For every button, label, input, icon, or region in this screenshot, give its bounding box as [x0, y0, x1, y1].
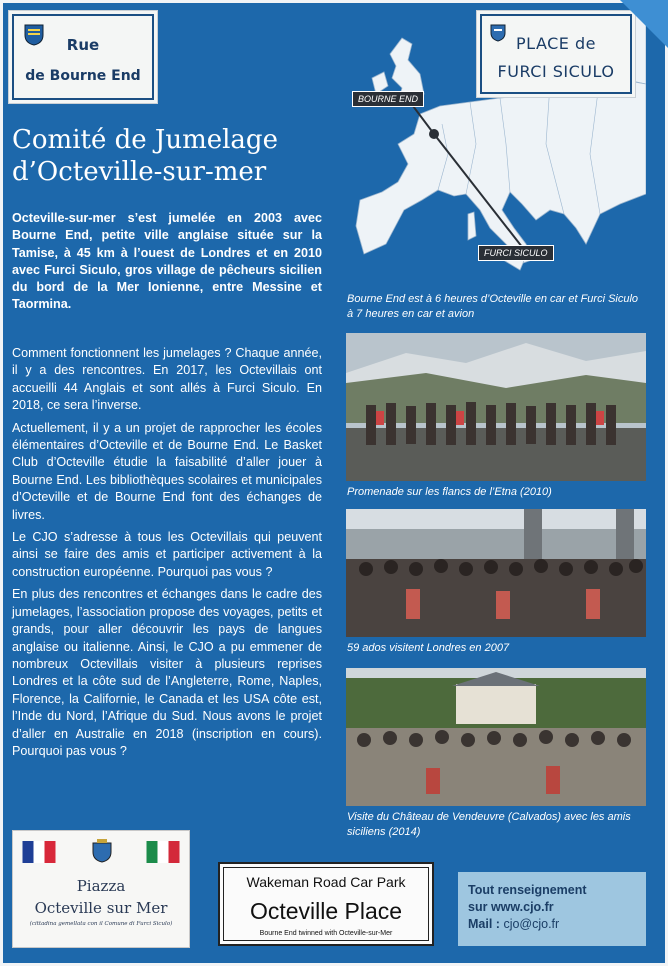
- piazza-sign: [12, 830, 190, 948]
- street-sign-furci-siculo: [480, 14, 632, 94]
- page-corner-fold: [620, 0, 668, 48]
- email-link[interactable]: cjo@cjo.fr: [503, 917, 560, 931]
- info-heading: Tout renseignement: [468, 883, 587, 897]
- french-flag-icon: [19, 841, 59, 863]
- piazza-line2: Octeville sur Mer: [34, 899, 168, 917]
- street-sign-line1: PLACE de: [516, 34, 596, 53]
- body-paragraph: En plus des rencontres et échanges dans le cadre des jumelages, l’association propose des voyages, petits et grands, pour aller découvrir les pays de langues anglaise ou italienne. Ainsi, le CJO a pu emmener de nombreux Octevillais visiter à plusieurs reprises Londres et la côte sud de l’Angleterre, Rome, Naples, Florence, la Californie, le Canada et les USA côte est, l’Inde du Nord, l’Afrique du Sud. Nous avons le projet d’aller en Australie en 2018 (inscription en cours). Pourquoi pas vous ?: [12, 587, 322, 758]
- page-title: [12, 124, 332, 188]
- body-text: [12, 345, 322, 765]
- street-sign-line1: Rue: [66, 36, 100, 54]
- body-paragraph: Comment fonctionnent les jumelages ? Chaque année, il y a des rencontres. En 2017, les Octevillais ont accueilli 44 Anglais et sont allés à Furci Siculo. En 2018, ce sera l’inverse.: [12, 346, 322, 413]
- map-label-bourne-end: BOURNE END: [352, 91, 424, 107]
- street-sign-line2: de Bourne End: [25, 68, 141, 84]
- photo-london-group: [346, 509, 646, 637]
- map-caption: Bourne End est à 6 heures d’Octeville en car et Furci Siculo à 7 heures en car et avion: [347, 293, 639, 320]
- etna-caption: Promenade sur les flancs de l’Etna (2010): [347, 486, 552, 498]
- page-title-line2: d’Octeville-sur-mer: [12, 157, 267, 187]
- info-sur-label: sur: [468, 900, 488, 914]
- italian-flag-icon: [143, 841, 183, 863]
- website-link[interactable]: www.cjo.fr: [490, 900, 554, 914]
- body-paragraph: Le CJO s’adresse à tous les Octevillais qui peuvent ainsi se faire des amis et participer activement à la construction européenne. Pourquoi pas vous ?: [12, 530, 322, 579]
- street-sign-line2: FURCI SICULO: [497, 62, 615, 81]
- intro-paragraph: Octeville-sur-mer s’est jumelée en 2003 avec Bourne End, petite ville anglaise située sur la Tamise, à 45 km à l’ouest de Londres et en 2010 avec Furci Siculo, gros village de pêcheurs sicilien du bord de la Mer Ionienne, entre Messine et Taormina.: [12, 211, 322, 312]
- wakeman-line1: Wakeman Road Car Park: [246, 874, 406, 890]
- chateau-caption: Visite du Château de Vendeuvre (Calvados) avec les amis siciliens (2014): [347, 811, 631, 838]
- info-box: [458, 872, 646, 946]
- coat-of-arms-icon: [91, 839, 113, 863]
- page-title-line1: Comité de Jumelage: [12, 125, 278, 155]
- piazza-line1: Piazza: [76, 877, 126, 895]
- wakeman-line3: Bourne End twinned with Octeville-sur-Mer: [259, 930, 393, 937]
- piazza-line3: (cittadina gemellata con il Comune di Furci Siculo): [29, 921, 173, 927]
- info-mail-label: Mail :: [468, 917, 500, 931]
- map-label-furci-siculo: FURCI SICULO: [478, 245, 554, 261]
- london-caption: 59 ados visitent Londres en 2007: [347, 642, 510, 654]
- body-paragraph: Actuellement, il y a un projet de rapprocher les écoles élémentaires d’Octeville et de Bourne End. Le Basket Club d’Octeville étudie la faisabilité d’aller jouer à Bourne End. Les bibliothèques scolaires et municipales d’Octeville et de Bourne End font des échanges de livres.: [12, 420, 322, 522]
- wakeman-sign: [218, 862, 434, 946]
- photo-chateau-group: [346, 668, 646, 806]
- wakeman-line2: Octeville Place: [249, 898, 403, 924]
- street-sign-bourne-end: [12, 14, 154, 100]
- photo-etna-group: [346, 333, 646, 481]
